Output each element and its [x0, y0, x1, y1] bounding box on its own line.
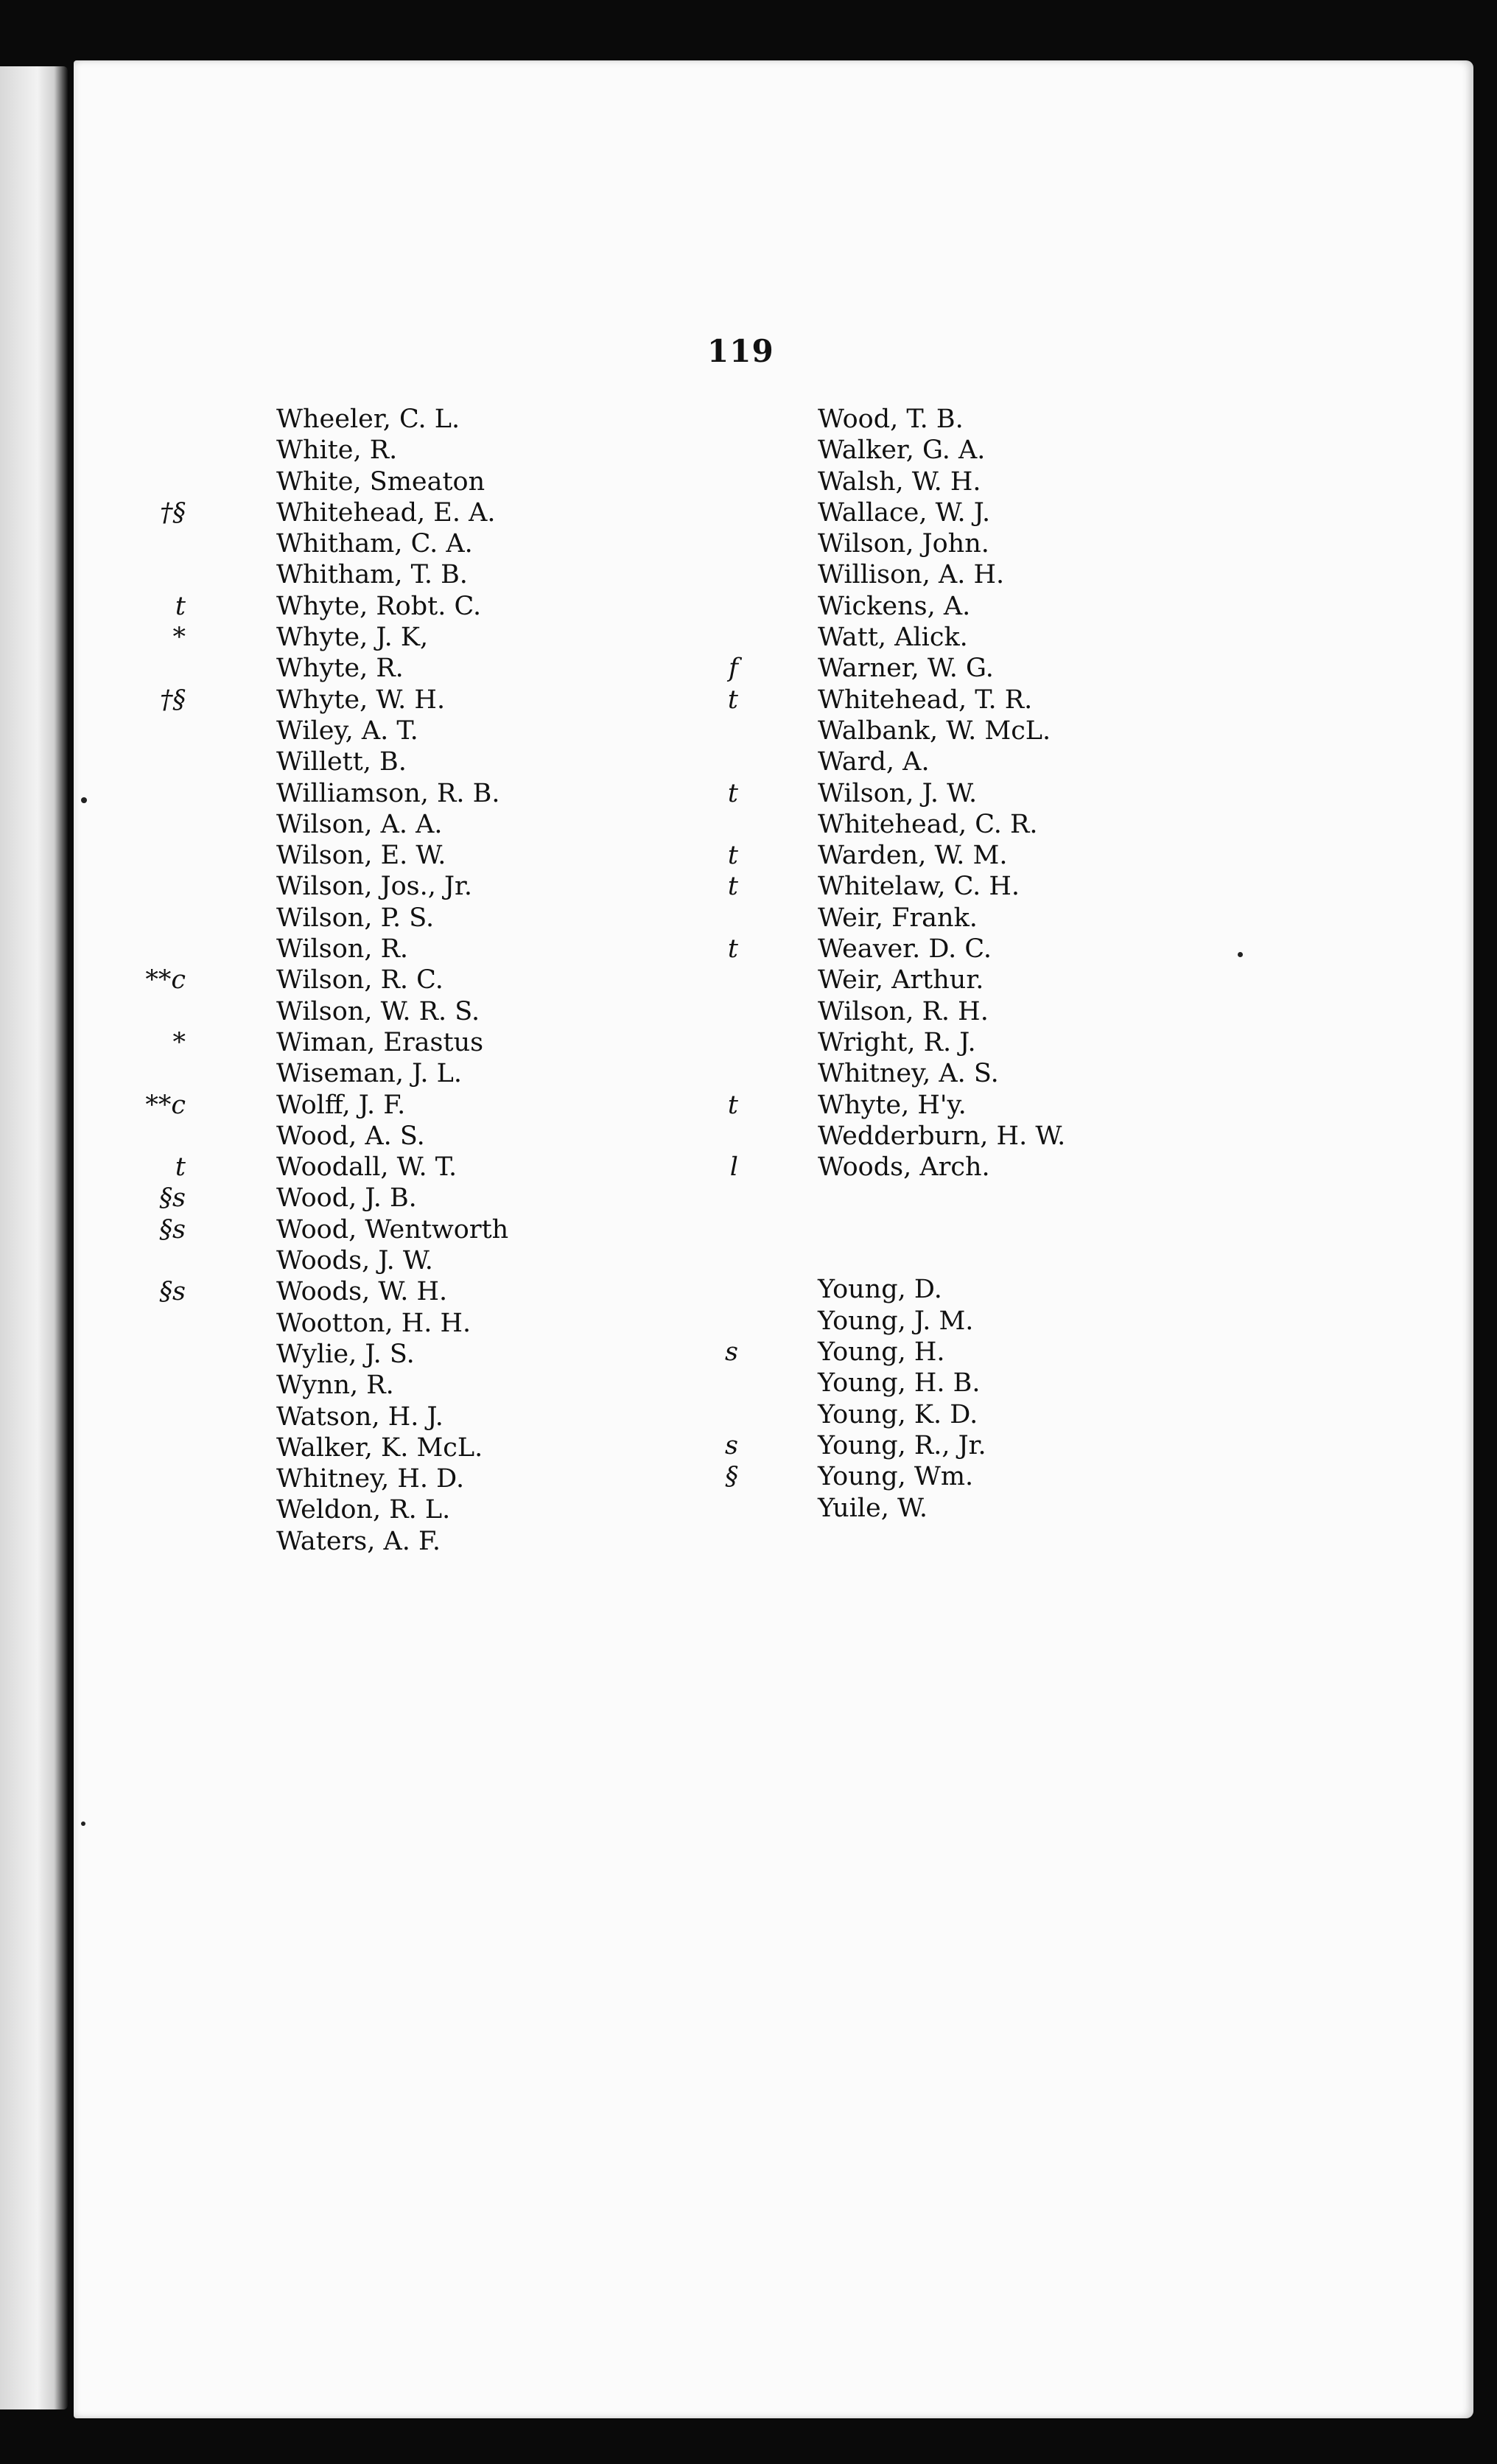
list-item: [175, 1152, 508, 1183]
entry-name: Weaver. D. C.: [818, 934, 992, 965]
list-item: [192, 1463, 508, 1494]
entry-name: Watt, Alick.: [818, 623, 968, 653]
list-item: [172, 622, 508, 653]
entry-name: Young, J. M.: [818, 1306, 974, 1336]
entry-name: Woodall, W. T.: [276, 1152, 457, 1183]
entry-name: Wilson, Jos., Jr.: [276, 872, 473, 902]
entry-mark: s: [725, 1337, 738, 1368]
entry-name: Wheeler, C. L.: [276, 405, 460, 434]
list-item: [192, 934, 508, 965]
list-item: [159, 1214, 509, 1245]
entry-mark: t: [727, 685, 738, 715]
entry-name: Williamson, R. B.: [276, 778, 500, 808]
list-item: [192, 1308, 508, 1339]
list-item: [192, 1339, 508, 1370]
list-item: [744, 809, 1065, 840]
entry-name: Young, K. D.: [818, 1399, 978, 1429]
list-item: [192, 1370, 508, 1401]
list-item: [192, 1494, 508, 1525]
list-item: [727, 685, 1065, 715]
entry-name: Young, R., Jr.: [818, 1430, 986, 1460]
list-item: [744, 559, 1065, 590]
list-item: [175, 591, 508, 622]
list-item: [744, 1368, 1065, 1399]
list-item: [744, 497, 1065, 528]
entry-name: Whitehead, T. R.: [818, 685, 1033, 715]
entry-mark: s: [725, 1430, 738, 1460]
entry-name: Woods, J. W.: [276, 1246, 433, 1276]
entry-mark: t: [727, 1090, 738, 1120]
list-item: [744, 404, 1065, 435]
ink-speck: [1238, 952, 1243, 957]
list-item: [744, 622, 1065, 653]
entry-name: Whyte, J. K,: [276, 623, 429, 653]
list-item: [192, 1121, 508, 1152]
entry-mark: †§: [160, 685, 186, 715]
list-item: [160, 685, 508, 715]
list-item: [744, 746, 1065, 777]
list-item: [192, 746, 508, 777]
entry-name: Walbank, W. McL.: [818, 715, 1051, 746]
list-item: [744, 996, 1065, 1027]
entry-mark: t: [175, 591, 186, 621]
list-item: [744, 715, 1065, 746]
entry-name: Yuile, W.: [818, 1493, 928, 1523]
list-item: [192, 778, 508, 809]
entry-mark: t: [727, 778, 738, 808]
entry-name: Wright, R. J.: [818, 1027, 976, 1057]
list-item: [727, 840, 1065, 871]
list-item: [744, 435, 1065, 466]
entry-name: Warden, W. M.: [818, 841, 1008, 871]
entry-name: Whitehead, E. A.: [276, 497, 496, 528]
entry-name: Wolff, J. F.: [276, 1090, 406, 1120]
list-item: [192, 1401, 508, 1432]
ink-speck: [81, 1821, 85, 1826]
list-item: [192, 809, 508, 840]
entry-mark: f: [729, 654, 738, 684]
list-item: [744, 1027, 1065, 1058]
list-item: [725, 1461, 1065, 1492]
list-item: [744, 1493, 1065, 1524]
entry-name: Whyte, H'y.: [818, 1090, 967, 1120]
list-item: [172, 1027, 508, 1058]
entry-mark: t: [175, 1152, 186, 1183]
entry-mark: t: [727, 934, 738, 965]
list-item: [744, 903, 1065, 934]
entry-mark: *: [172, 623, 186, 653]
entry-name: Whyte, W. H.: [276, 685, 446, 715]
list-item: [192, 1432, 508, 1463]
entry-name: Wilson, R. H.: [818, 996, 989, 1026]
list-item: [727, 871, 1065, 902]
entry-name: Wylie, J. S.: [276, 1339, 415, 1369]
list-item: [192, 715, 508, 746]
entry-mark: t: [727, 841, 738, 871]
list-item: [192, 466, 508, 497]
entry-name: Wickens, A.: [818, 591, 971, 621]
list-item: [744, 1274, 1065, 1305]
entry-name: Walsh, W. H.: [818, 466, 981, 497]
entry-name: Young, Wm.: [818, 1462, 974, 1492]
entry-name: Woods, W. H.: [276, 1277, 448, 1307]
section-gap: [744, 1183, 1065, 1274]
entry-name: Young, H.: [818, 1337, 945, 1368]
page-number: 119: [707, 333, 774, 369]
list-item: [725, 1430, 1065, 1461]
entry-name: Whyte, Robt. C.: [276, 591, 482, 621]
list-item: [145, 1090, 508, 1121]
list-item: [727, 778, 1065, 809]
list-item: [192, 435, 508, 466]
entry-mark: §: [725, 1462, 738, 1492]
entry-name: Wedderburn, H. W.: [818, 1121, 1066, 1151]
entry-name: Whyte, R.: [276, 654, 404, 684]
list-item: [159, 1276, 508, 1307]
entry-mark: §s: [159, 1214, 186, 1245]
list-item: [744, 528, 1065, 559]
entry-mark: §s: [159, 1277, 186, 1307]
entry-name: Wiley, A. T.: [276, 715, 418, 746]
list-item: [192, 1526, 508, 1557]
list-item: [729, 1152, 1065, 1183]
entry-mark: †§: [160, 497, 186, 528]
entry-name: Wiseman, J. L.: [276, 1059, 463, 1089]
entry-name: Whitham, T. B.: [276, 560, 468, 590]
entry-name: White, Smeaton: [276, 466, 485, 497]
entry-name: Willett, B.: [276, 747, 407, 777]
list-item: [744, 1058, 1065, 1089]
entry-name: Wilson, J. W.: [818, 778, 978, 808]
ink-speck: [81, 797, 87, 803]
list-item: [744, 965, 1065, 995]
entry-name: Whitney, A. S.: [818, 1059, 999, 1089]
entry-name: Whitehead, C. R.: [818, 809, 1038, 839]
list-item: [192, 840, 508, 871]
entry-name: Weldon, R. L.: [276, 1495, 451, 1525]
entry-name: Young, H. B.: [818, 1368, 981, 1399]
list-item: [744, 1121, 1065, 1152]
entry-name: Whitham, C. A.: [276, 529, 473, 559]
entry-name: Walker, G. A.: [818, 435, 986, 466]
list-item: [145, 965, 508, 995]
list-item: [744, 591, 1065, 622]
list-item: [744, 1399, 1065, 1430]
entry-mark: *: [172, 1027, 186, 1057]
entry-name: Waters, A. F.: [276, 1526, 441, 1556]
entry-name: Wilson, P. S.: [276, 903, 435, 933]
list-item: [192, 404, 508, 435]
entry-name: Wood, Wentworth: [276, 1214, 509, 1245]
entry-name: White, R.: [276, 435, 398, 466]
entry-name: Weir, Frank.: [818, 903, 978, 933]
list-item: [159, 1183, 508, 1214]
entry-name: Watson, H. J.: [276, 1401, 444, 1432]
entry-name: Whitney, H. D.: [276, 1464, 465, 1494]
name-list-right: [725, 404, 1066, 1524]
list-item: [727, 1090, 1065, 1121]
entry-name: Wiman, Erastus: [276, 1027, 484, 1057]
facing-page-edge: [0, 66, 68, 2409]
entry-name: Wilson, R. C.: [276, 965, 444, 995]
entry-name: Wilson, R.: [276, 934, 409, 965]
list-item: [727, 934, 1065, 965]
entry-name: Wilson, A. A.: [276, 809, 443, 839]
entry-mark: §s: [159, 1183, 186, 1214]
entry-mark: l: [729, 1152, 738, 1183]
entry-name: Wallace, W. J.: [818, 497, 991, 528]
name-list-left: [145, 404, 509, 1557]
list-item: [160, 497, 508, 528]
entry-name: Wilson, W. R. S.: [276, 996, 480, 1026]
entry-name: Wood, J. B.: [276, 1183, 417, 1214]
entry-name: Wilson, John.: [818, 529, 989, 559]
list-item: [725, 1337, 1065, 1368]
entry-name: Young, D.: [818, 1275, 942, 1305]
list-item: [729, 653, 1065, 684]
entry-name: Whitelaw, C. H.: [818, 872, 1020, 902]
entry-name: Warner, W. G.: [818, 654, 994, 684]
entry-name: Wilson, E. W.: [276, 841, 446, 871]
list-item: [744, 466, 1065, 497]
list-item: [192, 559, 508, 590]
entry-name: Wood, A. S.: [276, 1121, 425, 1151]
entry-name: Wynn, R.: [276, 1371, 394, 1401]
entry-mark: **c: [145, 1090, 186, 1120]
list-item: [192, 1245, 508, 1276]
entry-mark: t: [727, 872, 738, 902]
entry-name: Wootton, H. H.: [276, 1308, 471, 1338]
list-item: [192, 528, 508, 559]
entry-mark: **c: [145, 965, 186, 995]
entry-name: Ward, A.: [818, 747, 930, 777]
list-item: [192, 903, 508, 934]
entry-name: Willison, A. H.: [818, 560, 1005, 590]
list-item: [192, 653, 508, 684]
entry-name: Weir, Arthur.: [818, 965, 984, 995]
list-item: [192, 871, 508, 902]
entry-name: Woods, Arch.: [818, 1152, 990, 1183]
list-item: [192, 1058, 508, 1089]
entry-name: Wood, T. B.: [818, 405, 964, 434]
list-item: [744, 1306, 1065, 1337]
list-item: [192, 996, 508, 1027]
entry-name: Walker, K. McL.: [276, 1432, 483, 1463]
